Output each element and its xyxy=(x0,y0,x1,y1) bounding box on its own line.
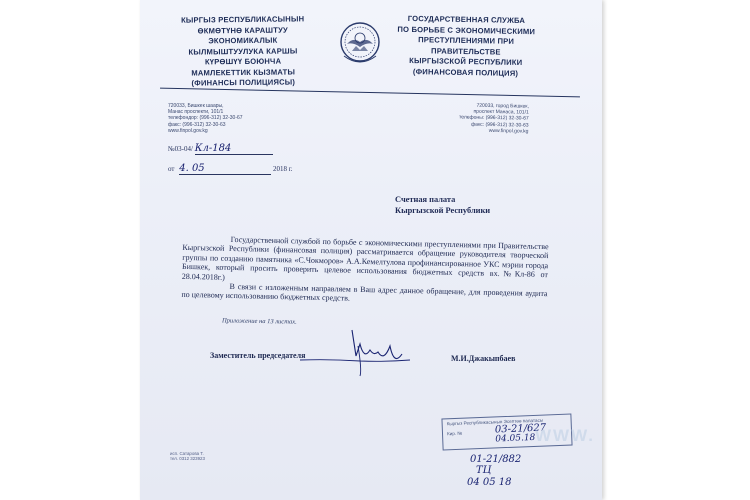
header-left-line: КЫЛМЫШТУУЛУКА КАРШЫ xyxy=(188,45,298,57)
header-right-line: ПРЕСТУПЛЕНИЯМИ ПРИ xyxy=(418,35,515,46)
outgoing-number-handwritten: Кл-184 xyxy=(194,143,232,154)
header-kyrgyz-block xyxy=(168,14,319,89)
address-left xyxy=(168,103,243,134)
header-right-line: (ФИНАНСОВАЯ ПОЛИЦИЯ) xyxy=(412,66,519,78)
outgoing-number-prefix: №03-04/ xyxy=(168,145,193,153)
header-left-line: ЭКОНОМИКАЛЫК xyxy=(208,35,278,46)
executor-footer xyxy=(170,451,205,461)
site-watermark: WWW. xyxy=(535,426,595,445)
header-right-line: ПО БОРЬБЕ С ЭКОНОМИЧЕСКИМИ xyxy=(397,24,536,36)
signer-title: Заместитель председателя xyxy=(210,351,306,360)
handwritten-note: ТЦ xyxy=(476,465,492,476)
header-left-line: КҮРӨШҮҮ БОЮНЧА xyxy=(204,56,282,67)
footer-line: тел. 0312 323923 xyxy=(170,456,205,462)
address-line: факс: (996-312) 32-30-63 xyxy=(471,121,529,129)
header-russian-block xyxy=(385,14,546,80)
header-right-line: ГОСУДАРСТВЕННАЯ СЛУЖБА xyxy=(407,13,526,26)
address-line: 720033, Бишкек шаары, xyxy=(168,103,224,109)
addressee-line: Кыргызской Республики xyxy=(395,206,491,215)
outgoing-date-prefix: от xyxy=(168,165,175,173)
header-left-line: КЫРГЫЗ РЕСПУБЛИКАСЫНЫН xyxy=(180,14,305,25)
address-line: Манас проспекти, 101/1 xyxy=(168,109,224,116)
header-divider xyxy=(160,88,580,98)
body-paragraph: В связи с изложенным направляем в Ваш адрес данное обращение, для проведения аудита по целевому использованию бюджетных средств. xyxy=(181,281,548,304)
footer-line: исп. Сатарова Т. xyxy=(170,451,204,456)
letter-page xyxy=(140,0,602,500)
address-line: факс: (996-312) 32-30-63 xyxy=(168,121,226,128)
address-line: www.finpol.gov.kg xyxy=(488,127,529,135)
address-line: телефоны: (996-312) 32-30-67 xyxy=(458,114,529,123)
outgoing-date xyxy=(168,163,293,175)
stamp-label: Кир. № xyxy=(446,430,463,437)
header-right-line: КЫРГЫЗСКОЙ РЕСПУБЛИКИ xyxy=(409,56,523,67)
state-emblem-icon xyxy=(338,18,382,68)
outgoing-date-handwritten: 4. 05 xyxy=(179,163,205,174)
address-line: телефондор: (996-312) 32-30-67 xyxy=(168,115,243,122)
handwritten-signature xyxy=(290,326,430,378)
stamp-handwritten-number: 03-21/627 xyxy=(494,422,547,436)
stamp-handwritten-date: 04.05.18 xyxy=(495,432,536,445)
stamp-org-text: Кыргыз Республикасынын Эсептөө палатасы xyxy=(446,417,544,427)
header-right-line: ПРАВИТЕЛЬСТВЕ xyxy=(431,45,501,57)
handwritten-note: 04 05 18 xyxy=(467,477,512,488)
outgoing-date-year: 2018 г. xyxy=(272,165,293,173)
addressee-block xyxy=(395,194,490,216)
header-left-line: ӨКМӨТҮНӨ КАРАШТУУ xyxy=(197,25,288,35)
outgoing-number xyxy=(168,143,273,155)
letter-body xyxy=(181,234,548,308)
addressee-line: Счетная палата xyxy=(395,195,456,204)
body-paragraph: Государственной службой по борьбе с экономическими преступлениями при Правительстве Кыргызской Республики (финансовая полиция) рассматривается обращение руководителя творческой группы по созданию памятника «С.Чокморов» А.А.Кемелтулова профинансированное УКС мэрии города Бишкек, который просить проверить целевое использования бюджетных средств вх.№Кл-86 от 28.04.2018г.) xyxy=(181,234,549,282)
header-left-line: МАМЛЕКЕТТИК КЫЗМАТЫ xyxy=(191,66,296,78)
address-right xyxy=(459,102,529,134)
enclosure-note: Приложение на 13 листах. xyxy=(221,317,297,326)
address-line: www.finpol.gov.kg xyxy=(168,127,208,134)
handwritten-note: 01-21/882 xyxy=(470,454,522,465)
signer-name: М.И.Джакыпбаев xyxy=(451,354,516,363)
address-line: проспект Манаса, 101/1 xyxy=(473,108,529,116)
address-line: 720033, город Бишкек, xyxy=(476,102,529,110)
header-left-line: (ФИНАНСЫ ПОЛИЦИЯСЫ) xyxy=(191,77,296,88)
